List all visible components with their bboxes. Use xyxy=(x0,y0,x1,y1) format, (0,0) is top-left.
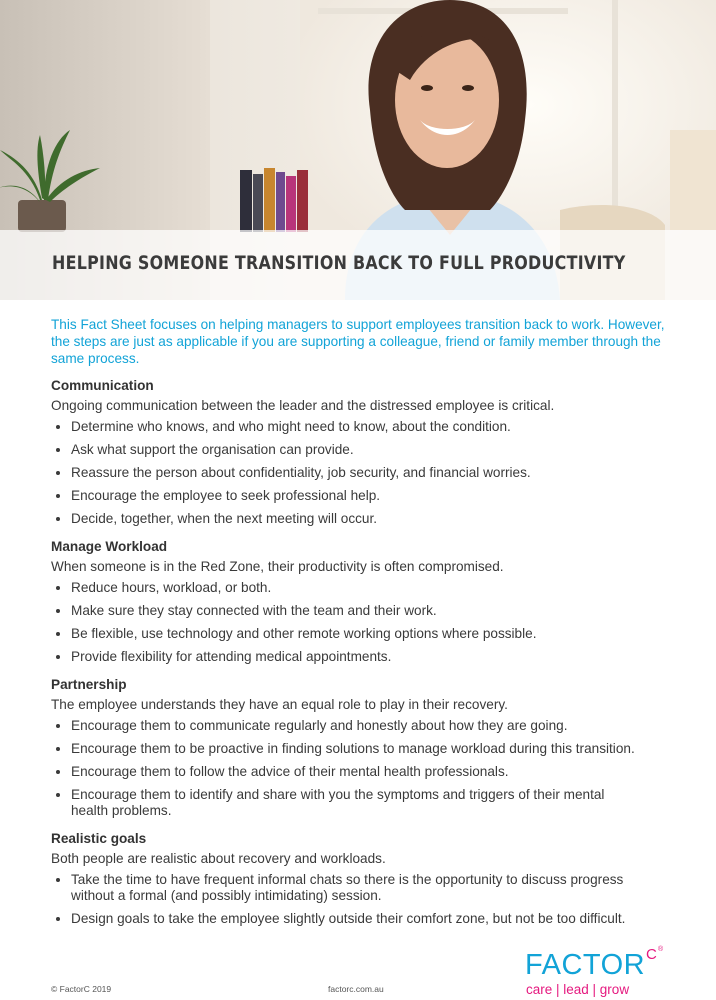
list-item: Determine who knows, and who might need to know, about the condition. xyxy=(51,419,631,435)
list-item: Reassure the person about confidentiality, job security, and financial worries. xyxy=(51,465,631,481)
logo-tagline: care | lead | grow xyxy=(526,982,630,997)
logo-superscript: C xyxy=(646,946,657,963)
bullet-list xyxy=(51,419,681,527)
books-icon xyxy=(240,168,308,232)
footer-website: factorc.com.au xyxy=(328,984,384,994)
list-item: Encourage them to be proactive in finding solutions to manage workload during this transition. xyxy=(51,741,661,757)
list-item: Encourage them to communicate regularly and honestly about how they are going. xyxy=(51,718,661,734)
list-item: Ask what support the organisation can provide. xyxy=(51,442,631,458)
section-lead: Ongoing communication between the leader and the distressed employee is critical. xyxy=(51,398,555,413)
section-heading: Communication xyxy=(51,378,154,393)
plant-pot-icon xyxy=(18,200,66,232)
section-partnership xyxy=(51,676,681,819)
list-item: Encourage the employee to seek professional help. xyxy=(51,488,631,504)
footer-copyright: © FactorC 2019 xyxy=(51,984,112,994)
list-item: Encourage them to follow the advice of their mental health professionals. xyxy=(51,764,661,780)
section-heading: Manage Workload xyxy=(51,539,168,554)
logo-word: FACTOR xyxy=(525,949,646,981)
section-lead: The employee understands they have an equal role to play in their recovery. xyxy=(51,697,508,712)
section-realistic-goals xyxy=(51,830,681,927)
fact-sheet-content xyxy=(51,377,681,938)
section-heading: Partnership xyxy=(51,677,127,692)
list-item: Design goals to take the employee slightly outside their comfort zone, but not be too difficult. xyxy=(51,911,661,927)
list-item: Provide flexibility for attending medical appointments. xyxy=(51,649,631,665)
list-item: Take the time to have frequent informal chats so there is the opportunity to discuss progress without a formal (and possibly intimidating) session. xyxy=(51,872,631,904)
section-communication xyxy=(51,377,681,527)
bullet-list xyxy=(51,580,681,665)
list-item: Be flexible, use technology and other remote working options where possible. xyxy=(51,626,631,642)
list-item: Make sure they stay connected with the team and their work. xyxy=(51,603,631,619)
factorc-logo xyxy=(525,946,675,1000)
page-title: HELPING SOMEONE TRANSITION BACK TO FULL PRODUCTIVITY xyxy=(52,253,626,274)
list-item: Reduce hours, workload, or both. xyxy=(51,580,631,596)
bullet-list xyxy=(51,872,681,927)
logo-registered-mark: ® xyxy=(658,946,664,953)
list-item: Decide, together, when the next meeting will occur. xyxy=(51,511,631,527)
section-lead: When someone is in the Red Zone, their productivity is often compromised. xyxy=(51,559,504,574)
list-item: Encourage them to identify and share with you the symptoms and triggers of their mental health problems. xyxy=(51,787,631,819)
bullet-list xyxy=(51,718,681,819)
section-lead: Both people are realistic about recovery and workloads. xyxy=(51,851,386,866)
section-manage-workload xyxy=(51,538,681,665)
intro-paragraph: This Fact Sheet focuses on helping managers to support employees transition back to work. However, the steps are just as applicable if you are supporting a colleague, friend or family member through the same process. xyxy=(51,317,665,366)
section-heading: Realistic goals xyxy=(51,831,147,846)
